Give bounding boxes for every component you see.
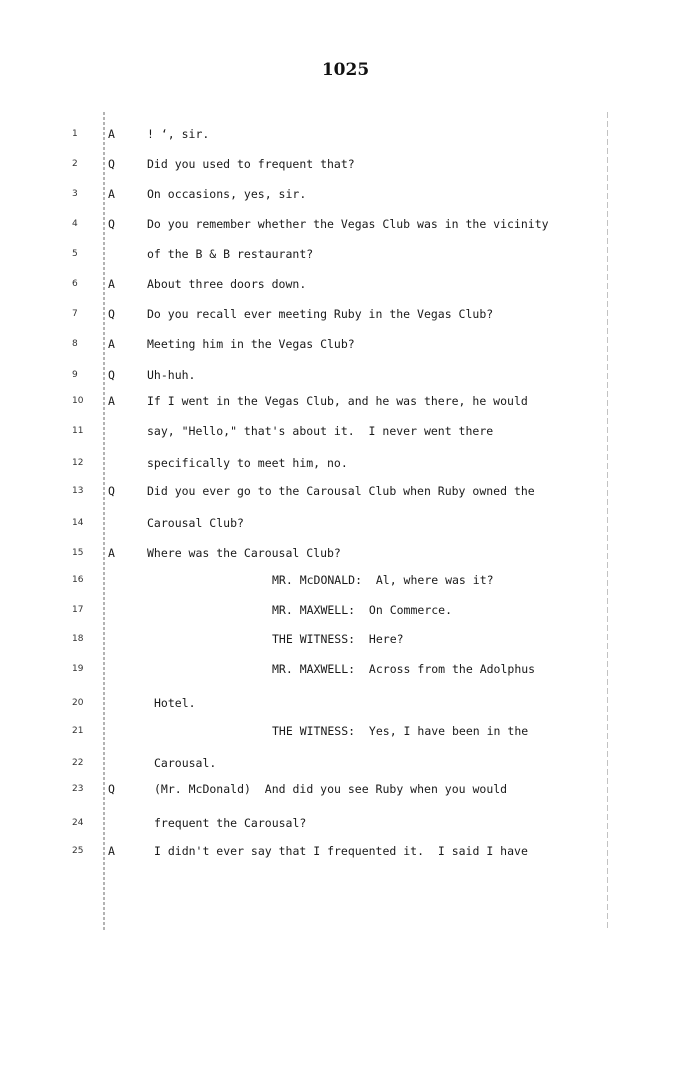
transcript-line bbox=[0, 754, 691, 772]
line-text: If I went in the Vegas Club, and he was there, he would bbox=[147, 394, 528, 408]
speaker-label: A bbox=[108, 277, 115, 291]
line-text: Did you ever go to the Carousal Club when Ruby owned the bbox=[147, 484, 535, 498]
transcript-line bbox=[0, 630, 691, 648]
line-text: Did you used to frequent that? bbox=[147, 157, 355, 171]
line-number: 23 bbox=[72, 784, 84, 794]
transcript-line bbox=[0, 514, 691, 532]
line-text: Hotel. bbox=[154, 696, 196, 710]
line-text: MR. MAXWELL: On Commerce. bbox=[272, 603, 453, 617]
line-number: 19 bbox=[72, 664, 84, 674]
transcript-line bbox=[0, 125, 691, 143]
transcript-line bbox=[0, 660, 691, 678]
transcript-line bbox=[0, 694, 691, 712]
line-text: THE WITNESS: Yes, I have been in the bbox=[272, 724, 529, 738]
line-text: Meeting him in the Vegas Club? bbox=[147, 337, 355, 351]
transcript-line bbox=[0, 422, 691, 440]
page-number: 1025 bbox=[321, 60, 370, 80]
transcript-line bbox=[0, 392, 691, 410]
line-text: Where was the Carousal Club? bbox=[147, 546, 341, 560]
line-text: Carousal. bbox=[154, 756, 217, 770]
transcript-line bbox=[0, 780, 691, 798]
speaker-label: Q bbox=[108, 157, 115, 171]
line-text: On occasions, yes, sir. bbox=[147, 187, 307, 201]
transcript-line bbox=[0, 454, 691, 472]
line-number: 25 bbox=[72, 846, 84, 856]
line-number: 8 bbox=[72, 339, 78, 349]
transcript-line bbox=[0, 601, 691, 619]
line-number: 2 bbox=[72, 159, 78, 169]
line-text: Do you recall ever meeting Ruby in the Vegas Club? bbox=[147, 307, 494, 321]
line-number: 21 bbox=[72, 726, 84, 736]
line-text: MR. MAXWELL: Across from the Adolphus bbox=[272, 662, 536, 676]
transcript-line bbox=[0, 275, 691, 293]
line-number: 9 bbox=[72, 370, 78, 380]
line-text: specifically to meet him, no. bbox=[147, 456, 348, 470]
speaker-label: A bbox=[108, 337, 115, 351]
transcript-line bbox=[0, 571, 691, 589]
line-number: 16 bbox=[72, 575, 84, 585]
transcript-line bbox=[0, 155, 691, 173]
line-text: Do you remember whether the Vegas Club was in the vicinity bbox=[147, 217, 549, 231]
transcript-line bbox=[0, 544, 691, 562]
speaker-label: Q bbox=[108, 368, 115, 382]
transcript-line bbox=[0, 366, 691, 384]
speaker-label: A bbox=[108, 546, 115, 560]
speaker-label: A bbox=[108, 127, 115, 141]
line-number: 15 bbox=[72, 548, 84, 558]
line-number: 24 bbox=[72, 818, 84, 828]
line-text: of the B & B restaurant? bbox=[147, 247, 314, 261]
line-text: frequent the Carousal? bbox=[154, 816, 307, 830]
line-number: 5 bbox=[72, 249, 78, 259]
speaker-label: A bbox=[108, 844, 115, 858]
line-number: 18 bbox=[72, 634, 84, 644]
speaker-label: Q bbox=[108, 782, 115, 796]
line-number: 22 bbox=[72, 758, 84, 768]
speaker-label: A bbox=[108, 394, 115, 408]
transcript-line bbox=[0, 185, 691, 203]
line-text: (Mr. McDonald) And did you see Ruby when you would bbox=[154, 782, 508, 796]
speaker-label: Q bbox=[108, 217, 115, 231]
speaker-label: Q bbox=[108, 307, 115, 321]
line-number: 1 bbox=[72, 129, 78, 139]
line-text: Uh-huh. bbox=[147, 368, 196, 382]
line-number: 11 bbox=[72, 426, 84, 436]
line-number: 14 bbox=[72, 518, 84, 528]
line-number: 20 bbox=[72, 698, 84, 708]
line-text: I didn't ever say that I frequented it. I said I have bbox=[154, 844, 528, 858]
transcript-line bbox=[0, 335, 691, 353]
transcript-line bbox=[0, 722, 691, 740]
line-text: ! ʻ, sir. bbox=[147, 127, 210, 141]
line-number: 7 bbox=[72, 309, 78, 319]
transcript-line bbox=[0, 215, 691, 233]
line-text: MR. McDONALD: Al, where was it? bbox=[272, 573, 494, 587]
line-number: 17 bbox=[72, 605, 84, 615]
line-text: About three doors down. bbox=[147, 277, 307, 291]
line-text: say, "Hello," that's about it. I never went there bbox=[147, 424, 494, 438]
line-number: 6 bbox=[72, 279, 78, 289]
transcript-line bbox=[0, 814, 691, 832]
transcript-line bbox=[0, 482, 691, 500]
transcript-line bbox=[0, 245, 691, 263]
line-number: 3 bbox=[72, 189, 78, 199]
speaker-label: Q bbox=[108, 484, 115, 498]
speaker-label: A bbox=[108, 187, 115, 201]
line-number: 4 bbox=[72, 219, 78, 229]
transcript-line bbox=[0, 305, 691, 323]
line-number: 13 bbox=[72, 486, 84, 496]
transcript-line bbox=[0, 842, 691, 860]
line-text: Carousal Club? bbox=[147, 516, 244, 530]
line-number: 12 bbox=[72, 458, 84, 468]
line-text: THE WITNESS: Here? bbox=[272, 632, 404, 646]
line-number: 10 bbox=[72, 396, 84, 406]
